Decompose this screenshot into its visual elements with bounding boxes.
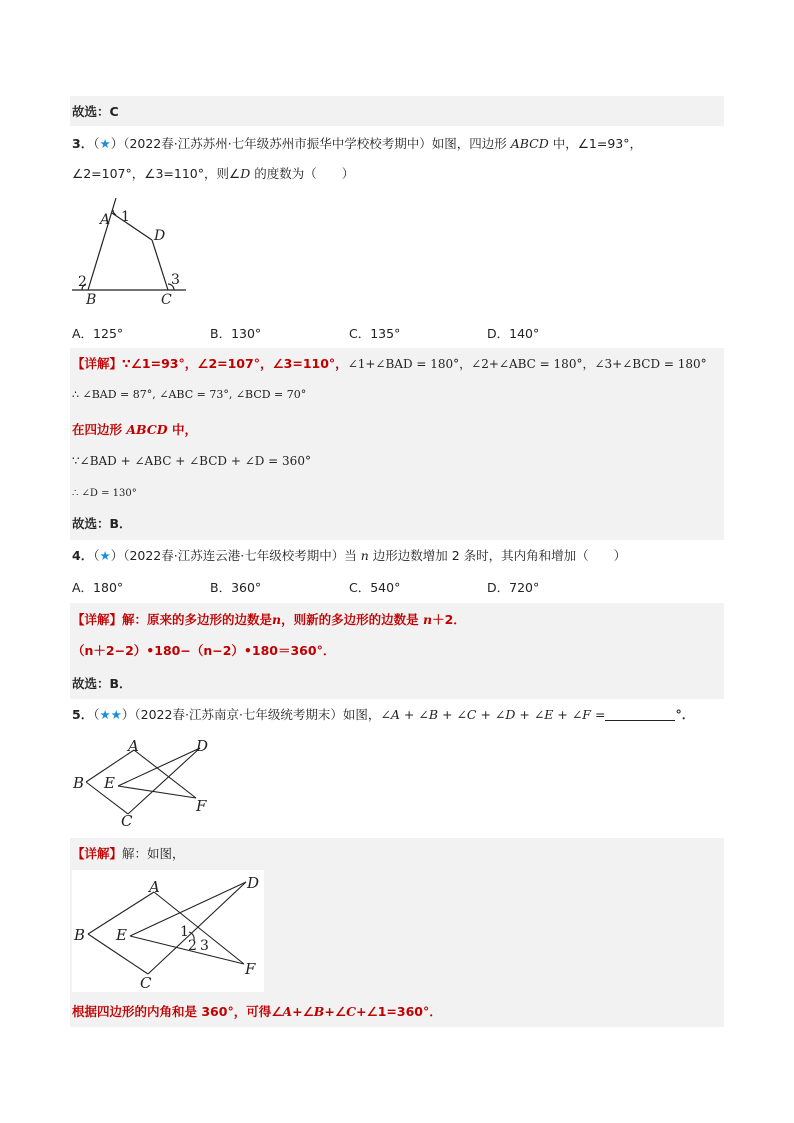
q3-option-d: D．140° xyxy=(487,326,540,341)
q3-figure xyxy=(72,196,192,308)
answer-c: 故选：C xyxy=(72,104,119,119)
q4-stars: ★ xyxy=(99,548,111,563)
q5-label-e: E xyxy=(104,774,115,792)
q5-label-d: D xyxy=(196,737,209,755)
q3-detail-line4: ∵∠BAD + ∠ABC + ∠BCD + ∠D = 360° xyxy=(72,454,311,468)
q5-answer-blank[interactable] xyxy=(605,706,675,721)
q4-option-b: B．360° xyxy=(210,580,262,595)
q3-detail-line5: ∴ ∠D = 130° xyxy=(72,488,137,499)
q3-label-3: 3 xyxy=(171,272,180,288)
q3-label-a: A xyxy=(100,212,111,228)
q5d-label-b: B xyxy=(74,926,86,944)
q3-stem-line2: ∠2=107°，∠3=110°，则∠D 的度数为（ ） xyxy=(72,166,355,181)
q5d-label-1: 1 xyxy=(180,924,189,940)
q5-stars: ★★ xyxy=(99,707,122,722)
q4-option-c: C．540° xyxy=(349,580,401,595)
q3-option-a: A．125° xyxy=(72,326,124,341)
q5-label-c: C xyxy=(121,812,133,828)
q3-detail-shade xyxy=(70,348,724,540)
q3-detail-line2: ∴ ∠BAD = 87°, ∠ABC = 73°, ∠BCD = 70° xyxy=(72,388,307,401)
q4-detail-line1: 【详解】解：原来的多边形的边数是n，则新的多边形的边数是 n＋2． xyxy=(72,612,466,627)
q5d-label-c: C xyxy=(140,974,152,992)
q3-stars: ★ xyxy=(99,136,111,151)
q4-answer: 故选：B． xyxy=(72,676,132,691)
q5-conclusion: 根据四边形的内角和是 360°，可得∠A+∠B+∠C+∠1=360°． xyxy=(72,1004,442,1019)
q4-option-a: A．180° xyxy=(72,580,124,595)
q3-label-b: B xyxy=(86,292,97,308)
q5-label-f: F xyxy=(196,797,207,815)
q3-detail-line1: 【详解】∵∠1=93°，∠2=107°，∠3=110°，∠1+∠BAD = 180°，∠2+∠ABC = 180°，∠3+∠BCD = 180° xyxy=(72,356,707,371)
q5-label-b: B xyxy=(73,774,85,792)
q5d-label-d: D xyxy=(247,874,260,892)
q3-answer: 故选：B． xyxy=(72,516,132,531)
q5d-label-3: 3 xyxy=(200,938,209,954)
q3-option-c: C．135° xyxy=(349,326,401,341)
q5-detail-figure xyxy=(72,870,264,992)
q5-stem: 5．（★★）（2022春·江苏南京·七年级统考期末）如图，∠A + ∠B + ∠C + ∠D + ∠E + ∠F = °． xyxy=(72,707,695,722)
q4-detail-line2: （n＋2−2）•180−（n−2）•180＝360°． xyxy=(72,643,336,658)
q5d-label-f: F xyxy=(245,960,256,978)
q5d-label-a: A xyxy=(149,878,160,896)
q3-label-c: C xyxy=(161,292,172,308)
q5-detail-line1: 【详解】解：如图， xyxy=(72,846,185,861)
q5d-label-e: E xyxy=(116,926,127,944)
q4-stem: 4．（★）（2022春·江苏连云港·七年级校考期中）当 n 边形边数增加 2 条时，其内角和增加（ ） xyxy=(72,548,627,563)
q5d-label-2: 2 xyxy=(188,938,197,954)
q5-figure xyxy=(72,736,218,828)
q3-stem-line1: 3．（★）（2022春·江苏苏州·七年级苏州市振华中学校校考期中）如图，四边形 ABCD 中，∠1=93°， xyxy=(72,136,642,151)
answer-c-shade xyxy=(70,96,724,126)
q3-label-2: 2 xyxy=(78,274,87,290)
q3-label-d: D xyxy=(154,228,166,244)
q3-detail-line3: 在四边形 ABCD 中， xyxy=(72,422,198,437)
q5-label-a: A xyxy=(128,737,139,755)
q3-label-1: 1 xyxy=(121,209,130,225)
q4-option-d: D．720° xyxy=(487,580,540,595)
q3-option-b: B．130° xyxy=(210,326,262,341)
